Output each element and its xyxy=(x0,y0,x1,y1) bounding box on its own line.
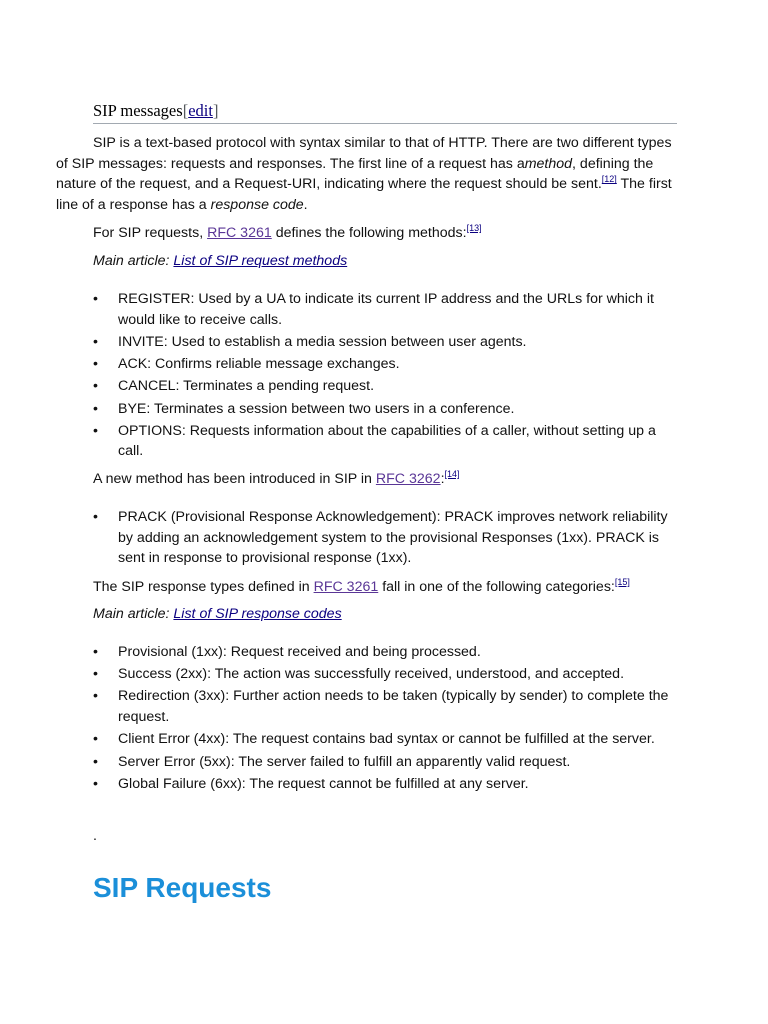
rfc-3261-link-2[interactable]: RFC 3261 xyxy=(313,579,379,595)
bullet-icon: • xyxy=(93,422,98,439)
list-item xyxy=(93,507,677,569)
response-line-suffix: fall in one of the following categories: xyxy=(378,579,615,595)
bullet-icon: • xyxy=(93,775,98,792)
bullet-icon: • xyxy=(93,333,98,350)
bullet-icon: • xyxy=(93,688,98,705)
ref-13-link[interactable]: [13] xyxy=(466,223,482,233)
list-item-text: CANCEL: Terminates a pending request. xyxy=(118,378,375,395)
list-item-text: Provisional (1xx): Request received and being processed. xyxy=(118,644,481,660)
rfc-3261-link[interactable]: RFC 3261 xyxy=(207,225,272,241)
responses-list xyxy=(93,642,677,796)
bullet-icon: • xyxy=(93,731,98,748)
bullet-icon: • xyxy=(93,753,98,770)
main-article-prefix: Main article: xyxy=(93,253,174,269)
list-item xyxy=(93,752,677,773)
edit-link[interactable]: edit xyxy=(188,101,213,120)
response-line xyxy=(93,577,677,598)
main-article-prefix: Main article: xyxy=(93,606,174,622)
list-item-text: ACK: Confirms reliable message exchanges. xyxy=(118,356,400,373)
ref-12-link[interactable]: [12] xyxy=(601,174,617,185)
bullet-icon: • xyxy=(93,644,98,660)
list-item xyxy=(93,354,677,375)
intro-response-code: response code xyxy=(210,197,304,214)
response-line-prefix: The SIP response types defined in xyxy=(93,579,314,595)
requests-line-prefix: For SIP requests, xyxy=(93,225,208,241)
bullet-icon: • xyxy=(93,666,98,683)
intro-text-4: . xyxy=(303,197,308,214)
bullet-icon: • xyxy=(93,378,98,395)
list-item xyxy=(93,774,677,795)
list-of-sip-request-methods-link[interactable]: List of SIP request methods xyxy=(173,253,348,269)
ref-15-link[interactable]: [15] xyxy=(614,577,630,587)
new-method-suffix: : xyxy=(440,471,445,487)
list-item-text: Server Error (5xx): The server failed to fulfill an apparently valid request. xyxy=(118,753,571,770)
bullet-icon: • xyxy=(93,400,98,417)
list-item-text: PRACK (Provisional Response Acknowledgement): PRACK improves network reliability by adding an acknowledgement system to the provisional Responses (1xx). PRACK is sent in response to provisional response (1xx). xyxy=(118,509,668,567)
bullet-icon: • xyxy=(93,356,98,373)
list-item xyxy=(93,686,677,727)
bullet-icon: • xyxy=(93,291,98,307)
list-item-text: Client Error (4xx): The request contains bad syntax or cannot be fulfilled at the server. xyxy=(118,731,655,748)
methods-list xyxy=(93,289,677,464)
rfc-3262-link[interactable]: RFC 3262 xyxy=(375,471,441,487)
list-item xyxy=(93,332,677,353)
list-item-text: BYE: Terminates a session between two users in a conference. xyxy=(118,400,515,417)
edit-bracket-open: [ xyxy=(182,101,189,120)
main-article-responses xyxy=(93,604,677,625)
intro-paragraph xyxy=(56,133,676,216)
main-article-requests xyxy=(93,251,677,272)
list-item xyxy=(93,289,677,330)
list-item-text: Redirection (3xx): Further action needs to be taken (typically by sender) to complete the request. xyxy=(118,688,669,726)
section-heading xyxy=(93,100,677,124)
intro-text-2: , defining the nature of the request, and a Request-URI, indicating where the request should be sent. xyxy=(56,155,654,193)
list-of-sip-response-codes-link[interactable]: List of SIP response codes xyxy=(173,606,342,622)
list-item xyxy=(93,399,677,420)
requests-line-suffix: defines the following methods: xyxy=(271,225,467,241)
list-item xyxy=(93,376,677,397)
list-item xyxy=(93,421,677,462)
list-item-text: REGISTER: Used by a UA to indicate its current IP address and the URLs for which it would like to receive calls. xyxy=(118,291,654,328)
intro-text-3: The first line of a response has a xyxy=(56,176,672,214)
list-item-text: Global Failure (6xx): The request cannot be fulfilled at any server. xyxy=(118,775,529,792)
trailing-period: . xyxy=(93,828,97,844)
intro-text-1: SIP is a text-based protocol with syntax similar to that of HTTP. There are two different types of SIP messages: requests and responses. The first line of a request has a xyxy=(56,135,672,172)
new-method-line xyxy=(93,469,677,490)
intro-method-word: method xyxy=(524,155,573,172)
bullet-icon: • xyxy=(93,509,98,525)
edit-bracket-close: ] xyxy=(212,101,219,120)
sip-requests-title: SIP Requests xyxy=(93,872,272,903)
list-item-text: Success (2xx): The action was successfully received, understood, and accepted. xyxy=(118,666,625,683)
ref-14-link[interactable]: [14] xyxy=(444,469,460,479)
section-title: SIP messages xyxy=(93,101,183,120)
list-item-text: INVITE: Used to establish a media session between user agents. xyxy=(118,333,527,350)
requests-line xyxy=(93,223,677,244)
list-item xyxy=(93,664,677,685)
new-methods-list xyxy=(93,507,677,571)
list-item xyxy=(93,642,677,663)
new-method-prefix: A new method has been introduced in SIP in xyxy=(93,471,376,487)
list-item xyxy=(93,729,677,750)
list-item-text: OPTIONS: Requests information about the capabilities of a caller, without setting up a call. xyxy=(118,422,656,460)
